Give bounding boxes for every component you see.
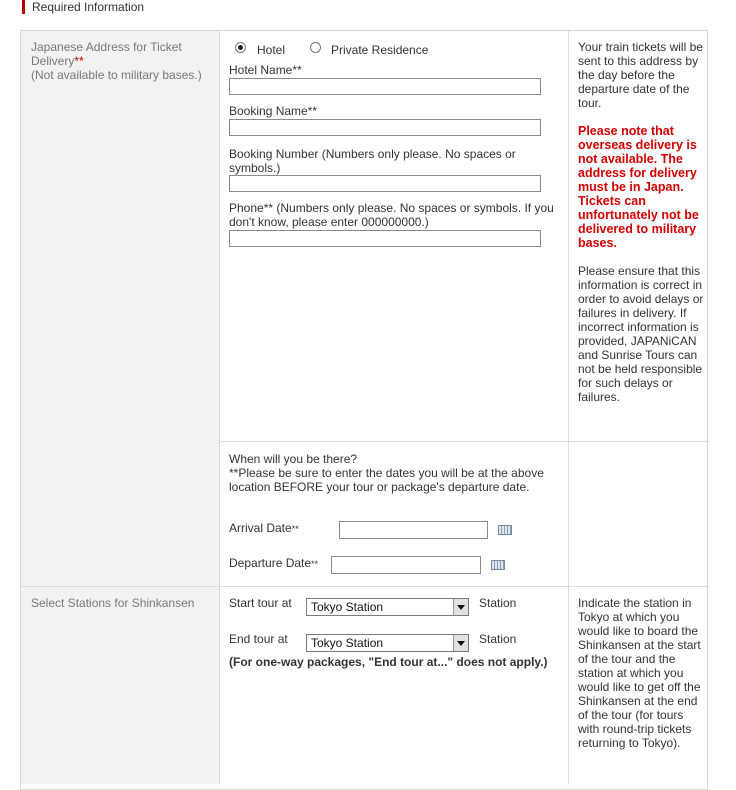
- address-label-cell: [21, 31, 219, 586]
- divider: [219, 441, 709, 442]
- departure-date-input[interactable]: [331, 556, 481, 574]
- departure-required-mark: **: [311, 559, 319, 569]
- phone-label: Phone** (Numbers only please. No spaces or symbols. If you don't know, please enter 000000000.): [229, 201, 554, 229]
- private-residence-radio[interactable]: [310, 42, 321, 53]
- departure-date-label-text: Departure Date: [229, 556, 312, 570]
- address-note-ensure: Please ensure that this information is correct in order to avoid delays or failures in delivery. If incorrect information is provided, JAPANiCAN and Sunrise Tours can not be held responsible for such delays or failures.: [578, 264, 704, 404]
- dates-question-text: When will you be there?: [229, 452, 358, 466]
- arrival-date-input[interactable]: [339, 521, 488, 539]
- calendar-icon[interactable]: [491, 560, 505, 570]
- calendar-icon[interactable]: [498, 525, 512, 535]
- address-note-warning: Please note that overseas delivery is not available. The address for delivery must be in Japan. Tickets can unfortunately not be delivered to military bases.: [578, 124, 699, 250]
- arrival-date-label-text: Arrival Date: [229, 521, 292, 535]
- stations-label: Select Stations for Shinkansen: [31, 596, 195, 610]
- booking-name-label: Booking Name**: [229, 104, 318, 118]
- dates-instruction: **Please be sure to enter the dates you will be at the above location BEFORE your tour or package's departure date.: [229, 466, 544, 494]
- booking-number-input[interactable]: [229, 175, 541, 192]
- hotel-name-label: Hotel Name**: [229, 63, 302, 77]
- start-station-select[interactable]: [306, 598, 469, 616]
- required-mark: **: [74, 54, 84, 68]
- booking-name-input[interactable]: [229, 119, 541, 136]
- private-residence-radio-label: Private Residence: [331, 43, 429, 57]
- stations-label-cell: [21, 587, 219, 784]
- divider: [568, 31, 569, 784]
- address-label: [31, 40, 206, 82]
- start-station-value: Tokyo Station: [311, 600, 384, 614]
- end-station-suffix: Station: [479, 632, 517, 646]
- booking-number-label: Booking Number (Numbers only please. No spaces or symbols.): [229, 147, 516, 175]
- section-title: Required Information: [22, 0, 144, 14]
- arrival-date-label: [229, 521, 299, 536]
- divider: [219, 31, 220, 784]
- address-note-intro: Your train tickets will be sent to this address by the day before the departure date of the tour.: [578, 40, 703, 110]
- address-label-text: Japanese Address for Ticket Delivery: [31, 40, 182, 68]
- start-tour-label: Start tour at: [229, 596, 292, 610]
- chevron-down-icon[interactable]: [453, 599, 468, 615]
- stations-note: Indicate the station in Tokyo at which you would like to board the Shinkansen at the start of the tour and the station at which you would like to get off the Shinkansen at the end of the tour (for tours with round-trip tickets returning to Tokyo).: [578, 596, 701, 750]
- hotel-radio-label: Hotel: [257, 43, 286, 57]
- dates-question: [229, 452, 564, 494]
- phone-input[interactable]: [229, 230, 541, 247]
- address-sublabel: (Not available to military bases.): [31, 68, 202, 82]
- end-station-select[interactable]: [306, 634, 469, 652]
- arrival-required-mark: **: [291, 524, 299, 534]
- hotel-name-input[interactable]: [229, 78, 541, 95]
- hotel-radio[interactable]: [235, 42, 246, 53]
- departure-date-label: [229, 556, 318, 571]
- divider: [21, 586, 709, 587]
- chevron-down-icon[interactable]: [453, 635, 468, 651]
- start-station-suffix: Station: [479, 596, 517, 610]
- oneway-note: (For one-way packages, "End tour at..." does not apply.): [229, 655, 548, 669]
- end-station-value: Tokyo Station: [311, 636, 384, 650]
- end-tour-label: End tour at: [229, 632, 288, 646]
